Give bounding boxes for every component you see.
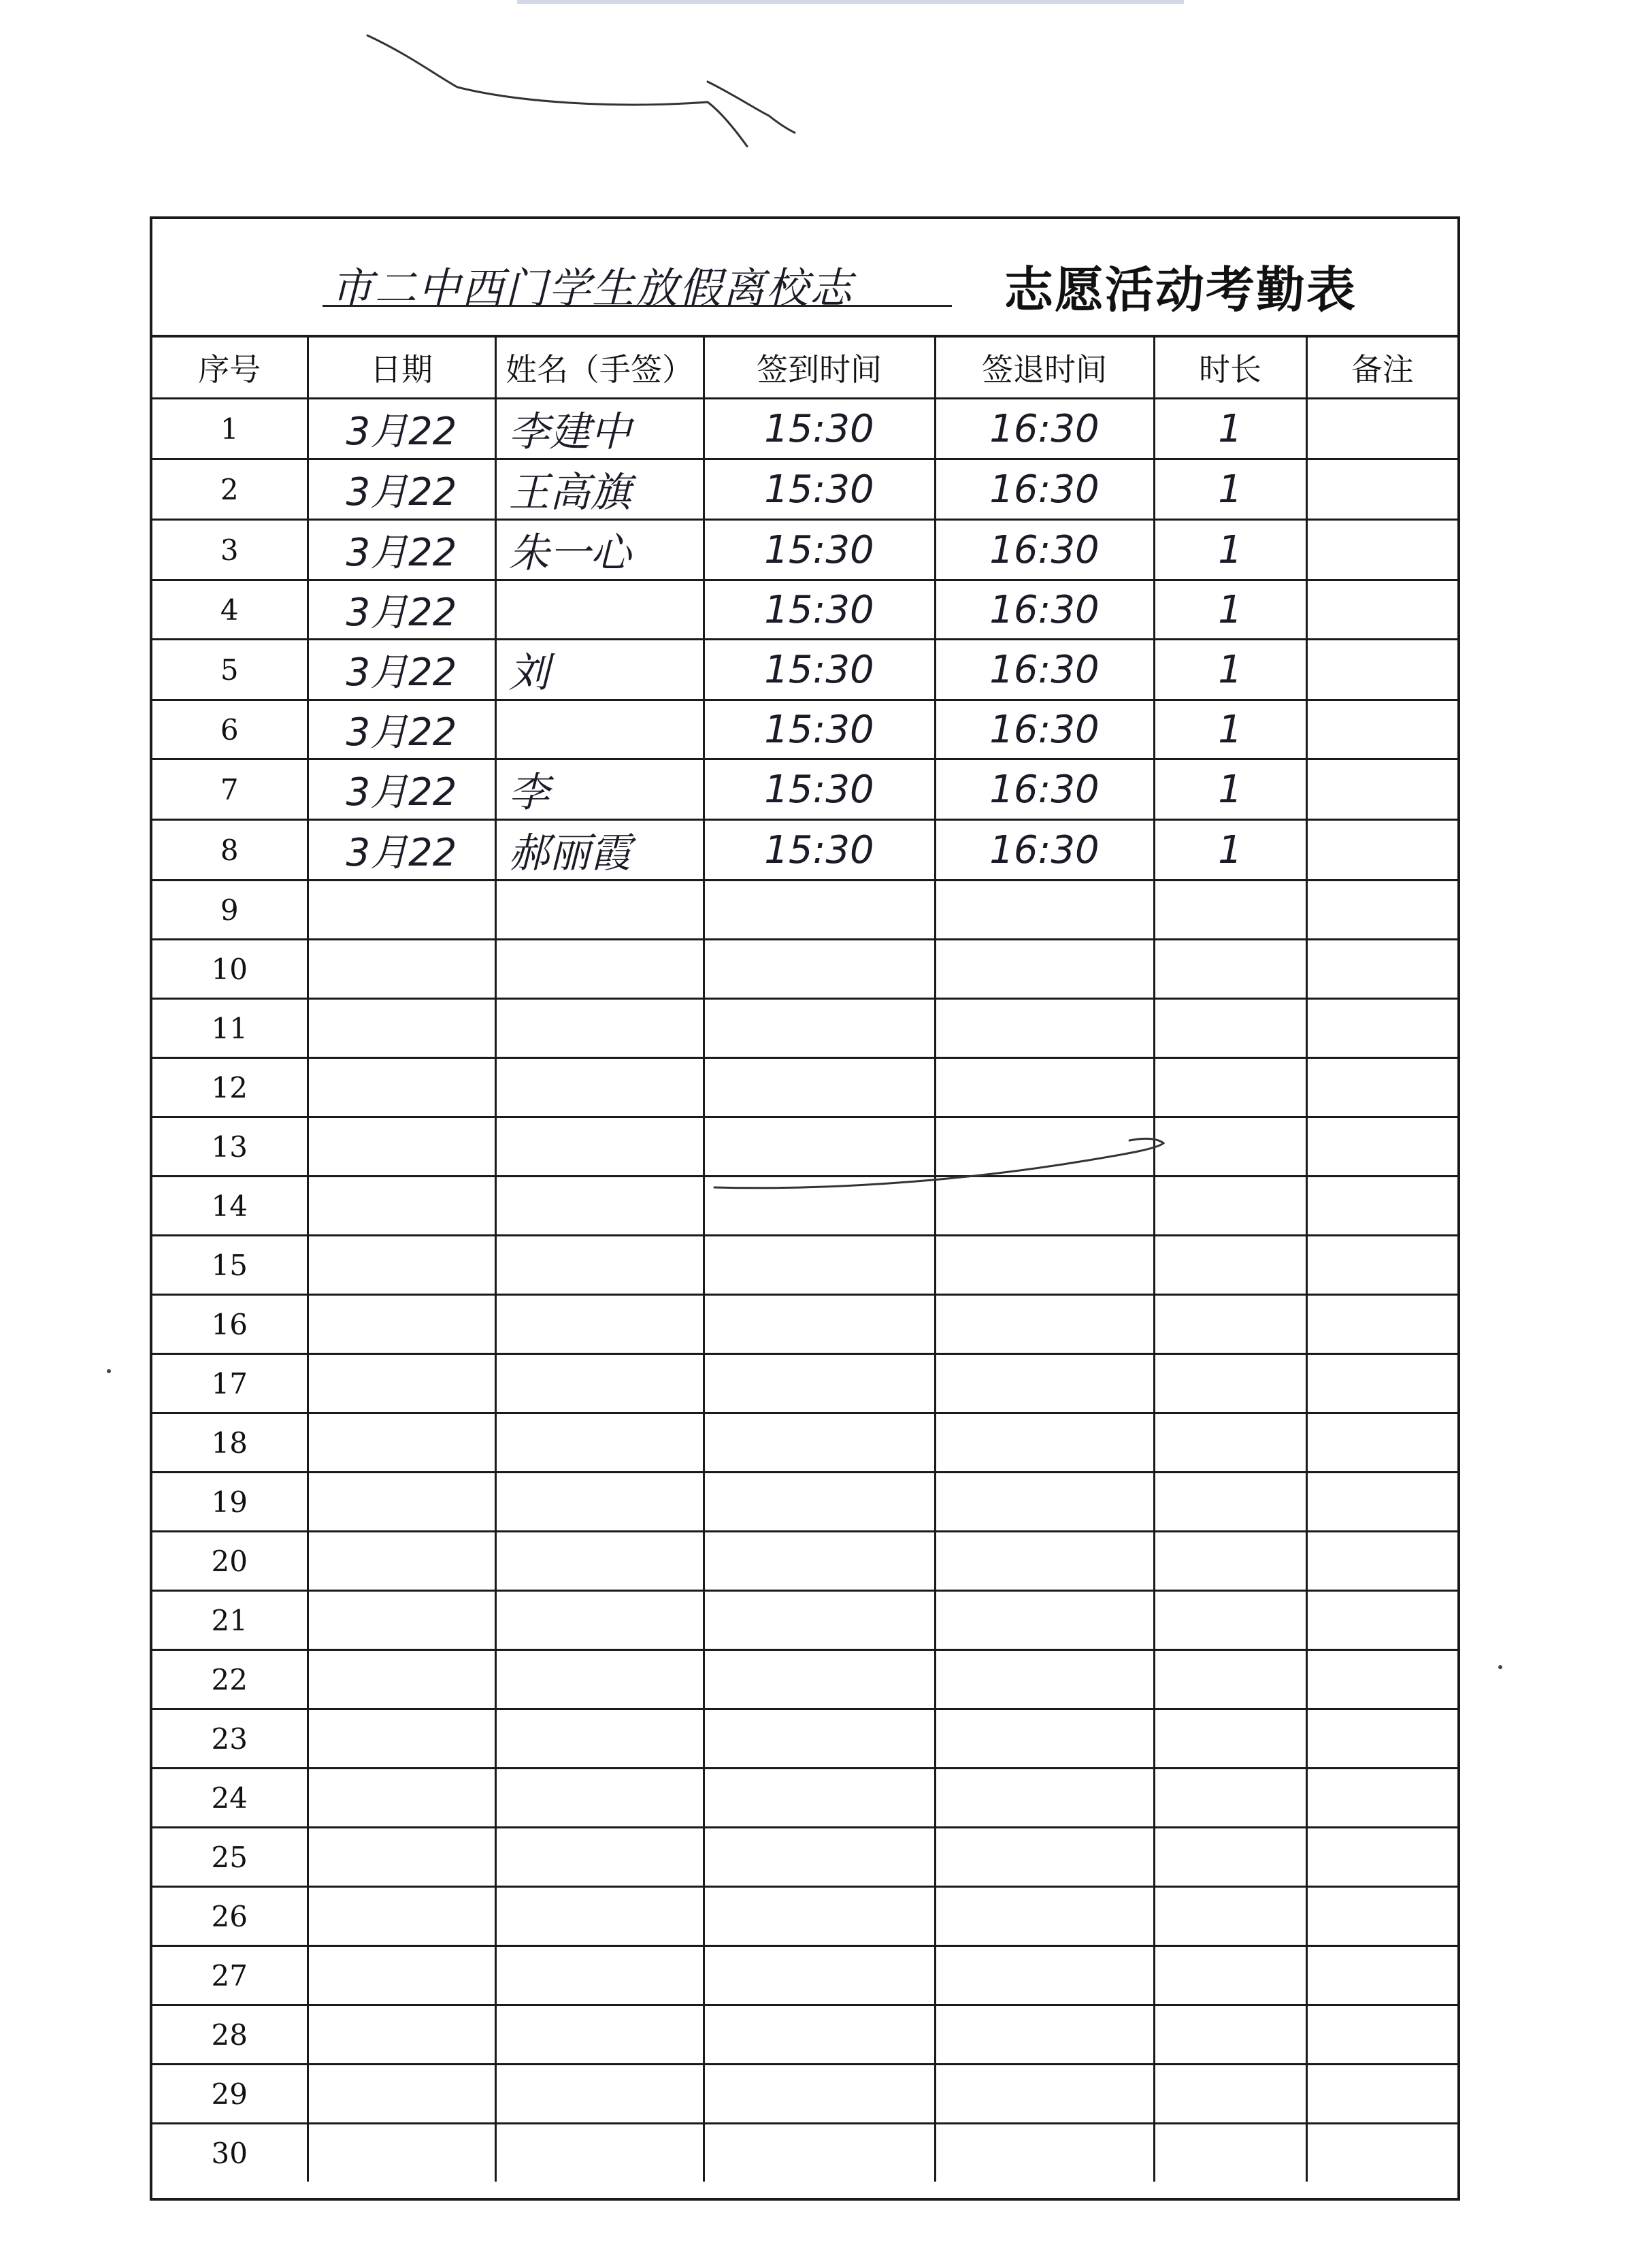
duration-cell: 1: [1154, 759, 1306, 820]
sign-in-time-cell: [704, 1946, 935, 2005]
row-number: 19: [152, 1473, 308, 1532]
date-cell: [308, 2005, 495, 2065]
row-number: 28: [152, 2005, 308, 2065]
duration-cell: [1154, 1591, 1306, 1650]
duration-cell: [1154, 940, 1306, 999]
row-number: 29: [152, 2065, 308, 2124]
sign-out-time-cell: 16:30: [935, 759, 1154, 820]
duration-cell: [1154, 2005, 1306, 2065]
table-row: [152, 759, 1457, 820]
note-cell: [1306, 2124, 1457, 2182]
table-row: [152, 1532, 1457, 1591]
table-row: [152, 640, 1457, 700]
sign-out-time-cell: [935, 999, 1154, 1058]
handwritten-title: 市二中西门学生放假离校志: [331, 263, 854, 313]
table-row: [152, 2005, 1457, 2065]
duration-cell: [1154, 881, 1306, 940]
sign-in-time-cell: [704, 1591, 935, 1650]
sign-in-time-cell: [704, 1769, 935, 1828]
date-cell: [308, 1532, 495, 1591]
date-cell: [308, 1591, 495, 1650]
note-cell: [1306, 2065, 1457, 2124]
sign-out-time-cell: [935, 1295, 1154, 1354]
table-row: [152, 1473, 1457, 1532]
table-row: [152, 1236, 1457, 1295]
sign-out-time-cell: 16:30: [935, 399, 1154, 459]
note-cell: [1306, 999, 1457, 1058]
row-number: 20: [152, 1532, 308, 1591]
duration-cell: [1154, 2124, 1306, 2182]
date-cell: [308, 1946, 495, 2005]
printed-title: 志愿活动考勤表: [1004, 261, 1357, 318]
sign-in-time-cell: 15:30: [704, 399, 935, 459]
note-cell: [1306, 1591, 1457, 1650]
table-row: [152, 2124, 1457, 2182]
date-cell: 3月22: [308, 459, 495, 520]
name-signature-cell: 李: [495, 759, 704, 820]
sign-out-time-cell: [935, 1473, 1154, 1532]
name-signature-cell: [495, 1650, 704, 1709]
sign-in-time-cell: 15:30: [704, 640, 935, 700]
date-cell: [308, 1177, 495, 1236]
date-cell: [308, 1709, 495, 1769]
name-signature-cell: [495, 1946, 704, 2005]
name-signature-cell: [495, 1058, 704, 1117]
sign-in-time-cell: [704, 1473, 935, 1532]
sign-out-time-cell: 16:30: [935, 459, 1154, 520]
attendance-sheet: [150, 216, 1460, 2201]
note-cell: [1306, 520, 1457, 580]
sign-in-time-cell: [704, 999, 935, 1058]
sign-in-time-cell: [704, 940, 935, 999]
name-signature-cell: [495, 1769, 704, 1828]
date-cell: 3月22: [308, 759, 495, 820]
note-cell: [1306, 881, 1457, 940]
duration-cell: [1154, 1946, 1306, 2005]
date-cell: [308, 2065, 495, 2124]
duration-cell: 1: [1154, 820, 1306, 881]
table-row: [152, 1828, 1457, 1887]
note-cell: [1306, 1769, 1457, 1828]
sign-in-time-cell: [704, 1709, 935, 1769]
note-cell: [1306, 1709, 1457, 1769]
table-body: [152, 399, 1457, 2182]
sign-out-time-cell: 16:30: [935, 640, 1154, 700]
date-cell: [308, 1117, 495, 1177]
row-number: 10: [152, 940, 308, 999]
sign-out-time-cell: [935, 2005, 1154, 2065]
table-row: [152, 1591, 1457, 1650]
sign-out-time-cell: [935, 1591, 1154, 1650]
title-row: [152, 219, 1457, 338]
note-cell: [1306, 1354, 1457, 1413]
row-number: 15: [152, 1236, 308, 1295]
row-number: 26: [152, 1887, 308, 1946]
note-cell: [1306, 1828, 1457, 1887]
row-number: 6: [152, 700, 308, 759]
date-cell: [308, 1769, 495, 1828]
table-row: [152, 399, 1457, 459]
sign-in-time-cell: [704, 1177, 935, 1236]
table-row: [152, 1413, 1457, 1473]
column-header-name: 姓名（手签）: [495, 338, 704, 399]
name-signature-cell: [495, 1828, 704, 1887]
note-cell: [1306, 820, 1457, 881]
duration-cell: [1154, 1769, 1306, 1828]
name-signature-cell: [495, 580, 704, 640]
sign-out-time-cell: 16:30: [935, 700, 1154, 759]
sign-out-time-cell: [935, 1887, 1154, 1946]
sign-out-time-cell: [935, 881, 1154, 940]
row-number: 22: [152, 1650, 308, 1709]
note-cell: [1306, 399, 1457, 459]
row-number: 17: [152, 1354, 308, 1413]
note-cell: [1306, 1117, 1457, 1177]
date-cell: [308, 1887, 495, 1946]
duration-cell: [1154, 1236, 1306, 1295]
note-cell: [1306, 1532, 1457, 1591]
name-signature-cell: 李建中: [495, 399, 704, 459]
sign-out-time-cell: [935, 1058, 1154, 1117]
sign-in-time-cell: [704, 2124, 935, 2182]
table-row: [152, 1769, 1457, 1828]
sign-out-time-cell: [935, 1650, 1154, 1709]
note-cell: [1306, 1413, 1457, 1473]
date-cell: 3月22: [308, 640, 495, 700]
table-row: [152, 1887, 1457, 1946]
duration-cell: [1154, 1887, 1306, 1946]
date-cell: 3月22: [308, 580, 495, 640]
table-row: [152, 1650, 1457, 1709]
note-cell: [1306, 1946, 1457, 2005]
date-cell: [308, 881, 495, 940]
note-cell: [1306, 2005, 1457, 2065]
row-number: 18: [152, 1413, 308, 1473]
date-cell: [308, 1650, 495, 1709]
sign-out-time-cell: [935, 1354, 1154, 1413]
table-row: [152, 1946, 1457, 2005]
sign-out-time-cell: 16:30: [935, 520, 1154, 580]
date-cell: [308, 1058, 495, 1117]
duration-cell: 1: [1154, 399, 1306, 459]
row-number: 30: [152, 2124, 308, 2182]
note-cell: [1306, 1473, 1457, 1532]
sign-out-time-cell: [935, 2124, 1154, 2182]
sign-in-time-cell: 15:30: [704, 759, 935, 820]
sign-in-time-cell: [704, 1117, 935, 1177]
name-signature-cell: [495, 2005, 704, 2065]
note-cell: [1306, 700, 1457, 759]
note-cell: [1306, 459, 1457, 520]
note-cell: [1306, 1177, 1457, 1236]
sign-in-time-cell: [704, 1058, 935, 1117]
note-cell: [1306, 1295, 1457, 1354]
note-cell: [1306, 1650, 1457, 1709]
name-signature-cell: [495, 881, 704, 940]
sign-in-time-cell: [704, 1887, 935, 1946]
sign-in-time-cell: [704, 2065, 935, 2124]
name-signature-cell: [495, 1295, 704, 1354]
column-header-sign-out: 签退时间: [935, 338, 1154, 399]
row-number: 21: [152, 1591, 308, 1650]
name-signature-cell: [495, 1354, 704, 1413]
attendance-table: [152, 338, 1457, 2182]
row-number: 5: [152, 640, 308, 700]
sign-in-time-cell: [704, 1532, 935, 1591]
sign-in-time-cell: 15:30: [704, 820, 935, 881]
table-row: [152, 1177, 1457, 1236]
date-cell: [308, 1473, 495, 1532]
name-signature-cell: [495, 1473, 704, 1532]
sign-in-time-cell: [704, 1828, 935, 1887]
date-cell: [308, 1413, 495, 1473]
duration-cell: [1154, 1117, 1306, 1177]
duration-cell: [1154, 1295, 1306, 1354]
sign-out-time-cell: [935, 940, 1154, 999]
name-signature-cell: [495, 1532, 704, 1591]
duration-cell: 1: [1154, 459, 1306, 520]
sign-in-time-cell: [704, 2005, 935, 2065]
date-cell: [308, 940, 495, 999]
date-cell: [308, 999, 495, 1058]
name-signature-cell: [495, 940, 704, 999]
table-row: [152, 1295, 1457, 1354]
date-cell: 3月22: [308, 399, 495, 459]
name-signature-cell: [495, 999, 704, 1058]
table-row: [152, 2065, 1457, 2124]
name-signature-cell: [495, 1591, 704, 1650]
sign-in-time-cell: [704, 1295, 935, 1354]
duration-cell: [1154, 1058, 1306, 1117]
table-row: [152, 459, 1457, 520]
note-cell: [1306, 580, 1457, 640]
duration-cell: [1154, 1413, 1306, 1473]
name-signature-cell: [495, 2124, 704, 2182]
sign-out-time-cell: [935, 1413, 1154, 1473]
sign-out-time-cell: [935, 1946, 1154, 2005]
duration-cell: [1154, 1354, 1306, 1413]
name-signature-cell: [495, 1413, 704, 1473]
row-number: 23: [152, 1709, 308, 1769]
note-cell: [1306, 759, 1457, 820]
duration-cell: 1: [1154, 520, 1306, 580]
duration-cell: [1154, 1828, 1306, 1887]
name-signature-cell: [495, 2065, 704, 2124]
name-signature-cell: 刘: [495, 640, 704, 700]
duration-cell: [1154, 999, 1306, 1058]
row-number: 13: [152, 1117, 308, 1177]
sign-in-time-cell: [704, 1650, 935, 1709]
table-row: [152, 881, 1457, 940]
row-number: 9: [152, 881, 308, 940]
table-row: [152, 1709, 1457, 1769]
sign-out-time-cell: [935, 1236, 1154, 1295]
name-signature-cell: [495, 1236, 704, 1295]
name-signature-cell: [495, 1709, 704, 1769]
name-signature-cell: [495, 1177, 704, 1236]
table-row: [152, 999, 1457, 1058]
note-cell: [1306, 1058, 1457, 1117]
row-number: 14: [152, 1177, 308, 1236]
sign-out-time-cell: [935, 1709, 1154, 1769]
duration-cell: 1: [1154, 580, 1306, 640]
title-underline: [323, 305, 952, 307]
duration-cell: [1154, 2065, 1306, 2124]
sign-out-time-cell: [935, 1769, 1154, 1828]
row-number: 25: [152, 1828, 308, 1887]
sign-out-time-cell: 16:30: [935, 820, 1154, 881]
table-row: [152, 520, 1457, 580]
sign-out-time-cell: [935, 1532, 1154, 1591]
date-cell: [308, 2124, 495, 2182]
row-number: 1: [152, 399, 308, 459]
date-cell: 3月22: [308, 820, 495, 881]
sign-in-time-cell: [704, 1413, 935, 1473]
sign-out-time-cell: [935, 1117, 1154, 1177]
table-row: [152, 940, 1457, 999]
sign-in-time-cell: 15:30: [704, 580, 935, 640]
duration-cell: 1: [1154, 700, 1306, 759]
table-row: [152, 580, 1457, 640]
note-cell: [1306, 940, 1457, 999]
name-signature-cell: [495, 1887, 704, 1946]
duration-cell: [1154, 1177, 1306, 1236]
table-row: [152, 1117, 1457, 1177]
sign-out-time-cell: [935, 1828, 1154, 1887]
sign-in-time-cell: 15:30: [704, 520, 935, 580]
date-cell: [308, 1828, 495, 1887]
sign-out-time-cell: [935, 1177, 1154, 1236]
date-cell: 3月22: [308, 520, 495, 580]
column-header-duration: 时长: [1154, 338, 1306, 399]
table-row: [152, 700, 1457, 759]
table-row: [152, 820, 1457, 881]
table-row: [152, 1354, 1457, 1413]
column-header-sign-in: 签到时间: [704, 338, 935, 399]
duration-cell: [1154, 1473, 1306, 1532]
date-cell: 3月22: [308, 700, 495, 759]
sign-out-time-cell: [935, 2065, 1154, 2124]
date-cell: [308, 1295, 495, 1354]
sign-in-time-cell: 15:30: [704, 700, 935, 759]
row-number: 8: [152, 820, 308, 881]
row-number: 16: [152, 1295, 308, 1354]
note-cell: [1306, 640, 1457, 700]
duration-cell: [1154, 1532, 1306, 1591]
name-signature-cell: [495, 700, 704, 759]
duration-cell: [1154, 1709, 1306, 1769]
date-cell: [308, 1236, 495, 1295]
note-cell: [1306, 1236, 1457, 1295]
duration-cell: 1: [1154, 640, 1306, 700]
row-number: 3: [152, 520, 308, 580]
name-signature-cell: 郝丽霞: [495, 820, 704, 881]
sign-in-time-cell: 15:30: [704, 459, 935, 520]
row-number: 24: [152, 1769, 308, 1828]
column-header-no: 序号: [152, 338, 308, 399]
sign-in-time-cell: [704, 1236, 935, 1295]
row-number: 11: [152, 999, 308, 1058]
column-header-date: 日期: [308, 338, 495, 399]
row-number: 12: [152, 1058, 308, 1117]
table-row: [152, 1058, 1457, 1117]
sign-in-time-cell: [704, 1354, 935, 1413]
sign-in-time-cell: [704, 881, 935, 940]
date-cell: [308, 1354, 495, 1413]
row-number: 27: [152, 1946, 308, 2005]
name-signature-cell: 朱一心: [495, 520, 704, 580]
row-number: 4: [152, 580, 308, 640]
row-number: 7: [152, 759, 308, 820]
header-row: [152, 338, 1457, 399]
name-signature-cell: [495, 1117, 704, 1177]
duration-cell: [1154, 1650, 1306, 1709]
row-number: 2: [152, 459, 308, 520]
top-pen-scribble: [0, 0, 1652, 177]
column-header-note: 备注: [1306, 338, 1457, 399]
sign-out-time-cell: 16:30: [935, 580, 1154, 640]
note-cell: [1306, 1887, 1457, 1946]
name-signature-cell: 王高旗: [495, 459, 704, 520]
